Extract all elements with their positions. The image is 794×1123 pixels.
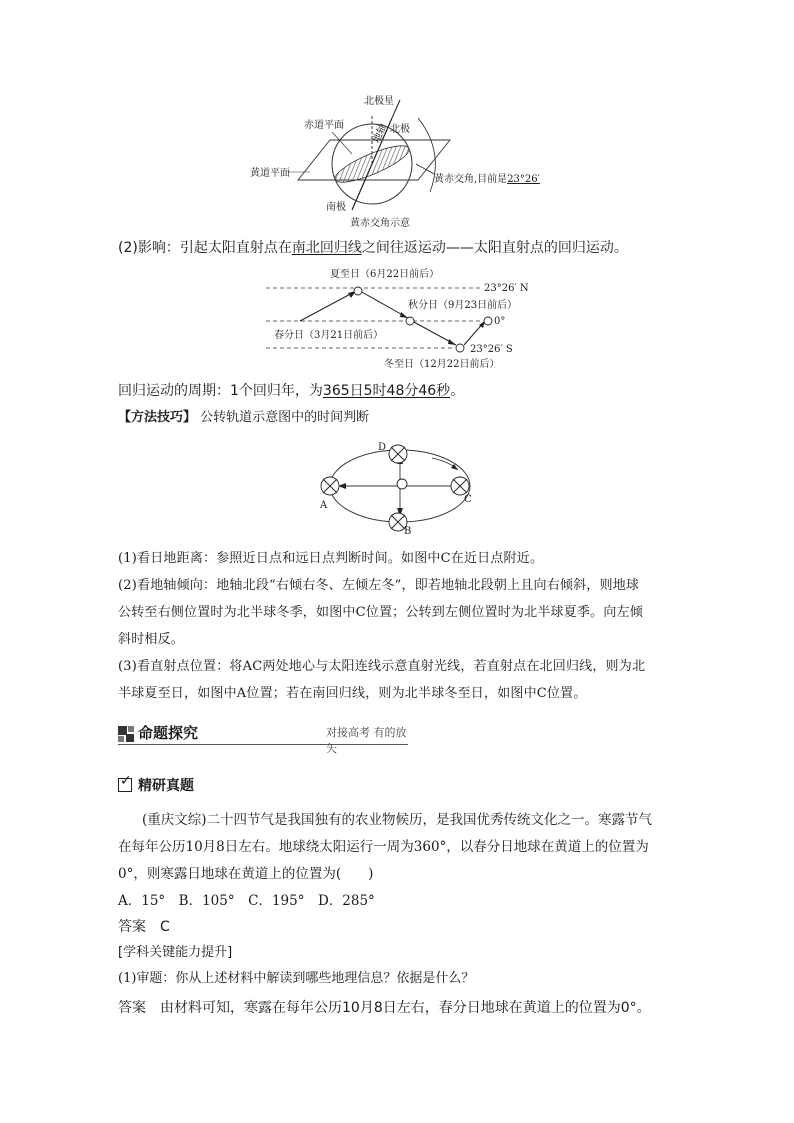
ability-heading: [学科关键能力提升] bbox=[118, 945, 233, 960]
influence-paragraph: (2)影响：引起太阳直射点在南北回归线之间往返运动——太阳直射点的回归运动。 bbox=[118, 240, 628, 256]
orbit-label-a: A bbox=[320, 500, 328, 511]
south-pole-label: 南极 bbox=[326, 202, 346, 213]
angle-note: 黄赤交角,目前是23°26′ bbox=[434, 174, 540, 185]
method-heading: 【方法技巧】 公转轨道示意图中的时间判断 bbox=[118, 410, 370, 425]
ecliptic-plane-label: 黄道平面 bbox=[250, 168, 290, 179]
tropic-north-label: 23°26′ N bbox=[484, 283, 529, 294]
tropic-south-label: 23°26′ S bbox=[470, 344, 513, 355]
equator-label: 0° bbox=[494, 316, 506, 327]
method-point-1: (1)看日地距离：参照近日点和远日点判断时间。如图中C在近日点附近。 bbox=[118, 551, 544, 566]
method-point-2b: 公转至右侧位置时为北半球冬季，如图中C位置；公转到左侧位置时为北半球夏季。向左倾 bbox=[118, 605, 643, 620]
orbit-label-b: B bbox=[404, 526, 412, 536]
question-line-2: 在每年公历10月8日左右。地球绕太阳运行一周为360°，以春分日地球在黄道上的位置为 bbox=[118, 839, 649, 855]
question-line-1: (重庆文综)二十四节气是我国独有的农业物候历，是我国优秀传统文化之一。寒露节气 bbox=[142, 812, 653, 828]
method-point-2a: (2)看地轴倾向：地轴北段“右倾右冬、左倾左冬”，即若地轴北段朝上且向右倾斜，则地球 bbox=[118, 578, 640, 593]
obliquity-diagram bbox=[240, 92, 560, 232]
question bbox=[118, 807, 652, 915]
north-star-label: 北极星 bbox=[364, 96, 394, 107]
check-mark-icon: ✓ bbox=[120, 773, 132, 789]
axis-label: 地轴 bbox=[371, 122, 390, 145]
figure-caption: 黄赤交角示意 bbox=[350, 218, 410, 229]
north-pole-label: 北极 bbox=[390, 124, 410, 135]
earth-icon bbox=[321, 445, 469, 531]
answer-2: 答案 由材料可知，寒露在每年公历10月8日左右，春分日地球在黄道上的位置为0°。 bbox=[118, 1000, 651, 1016]
section-header bbox=[118, 722, 408, 755]
summer-solstice-label: 夏至日（6月22日前后） bbox=[330, 269, 440, 280]
autumn-equinox-label: 秋分日（9月23日前后） bbox=[408, 300, 518, 311]
method-points bbox=[118, 545, 645, 707]
question-line-3: 0°，则寒露日地球在黄道上的位置为( ) bbox=[118, 866, 374, 882]
sun-icon bbox=[397, 479, 407, 489]
orbit-diagram bbox=[310, 436, 490, 536]
subsection-title: 精研真题 bbox=[138, 778, 194, 794]
period-paragraph: 回归运动的周期：1个回归年，为365日5时48分46秒。 bbox=[118, 383, 465, 399]
spring-equinox-label: 春分日（3月21日前后） bbox=[274, 330, 384, 341]
section-subtitle: 对接高考 有的放矢 bbox=[326, 726, 407, 755]
method-point-3a: (3)看直射点位置：将AC两处地心与太阳连线示意直射光线，若直射点在北回归线，则为北 bbox=[118, 659, 646, 674]
method-point-3b: 半球夏至日，如图中A位置；若在南回归线，则为北半球冬至日，如图中C位置。 bbox=[118, 686, 587, 701]
question-options: A．15° B．105° C．195° D．285° bbox=[118, 893, 375, 909]
equator-plane-label: 赤道平面 bbox=[304, 120, 344, 131]
method-point-2c: 斜时相反。 bbox=[118, 632, 185, 647]
section-title: 命题探究 bbox=[138, 724, 199, 742]
winter-solstice-label: 冬至日（12月22日前后） bbox=[384, 359, 500, 370]
orbit-label-d: D bbox=[378, 442, 387, 453]
review-question: (1)审题：你从上述材料中解读到哪些地理信息？依据是什么？ bbox=[118, 971, 475, 986]
orbit-label-c: C bbox=[464, 494, 472, 505]
direct-point-migration-diagram bbox=[260, 265, 550, 375]
answer-1: 答案 C bbox=[118, 919, 170, 935]
sun-icon bbox=[354, 287, 492, 352]
